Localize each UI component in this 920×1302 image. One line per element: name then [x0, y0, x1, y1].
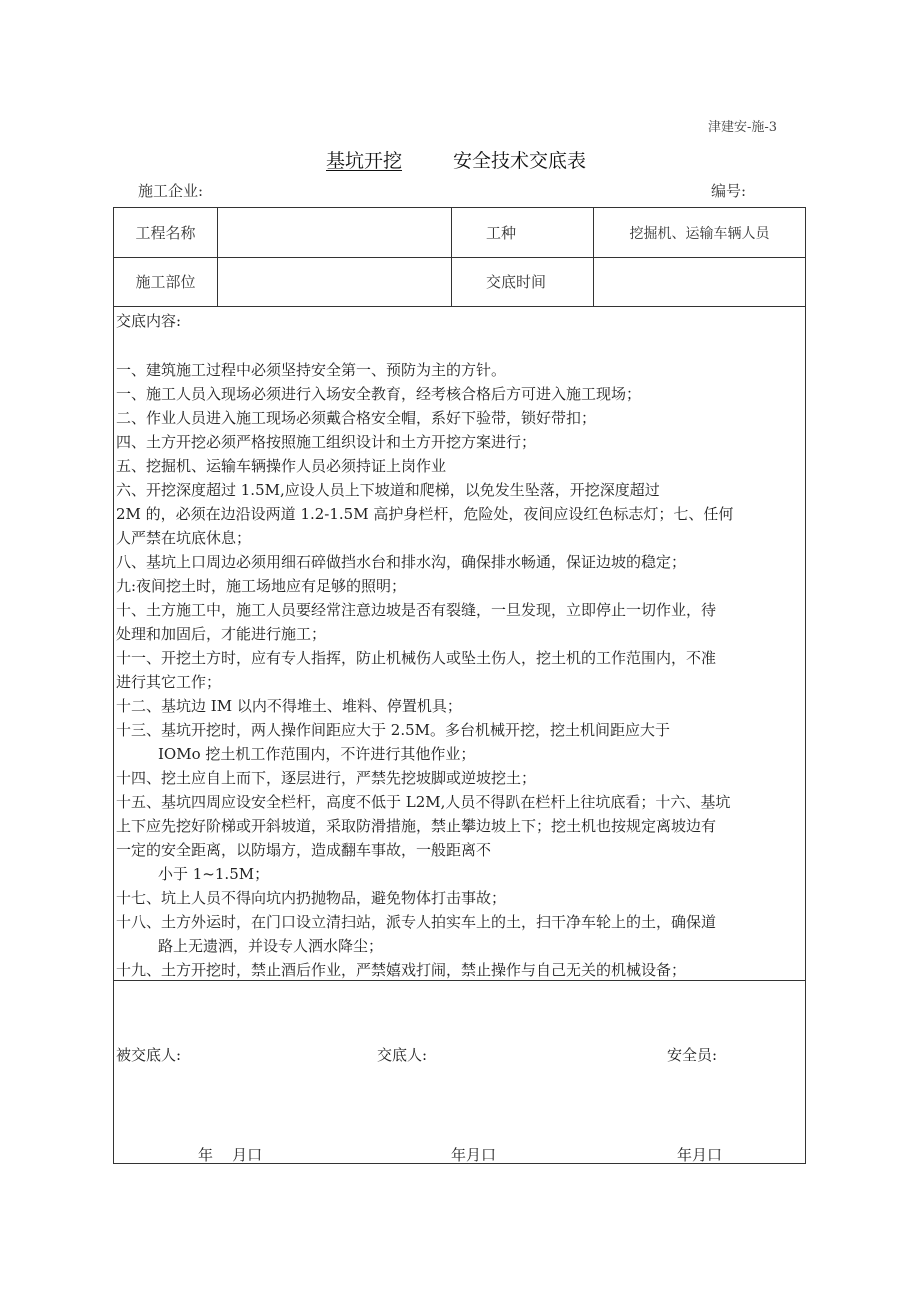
time-field[interactable]: [594, 257, 805, 306]
company-label: 施工企业:: [138, 182, 204, 200]
briefing-line: 十三、基坑开挖时，两人操作间距应大于 2.5M。多台机械开挖，挖土机间距应大于: [116, 721, 670, 739]
briefing-line: 十四、挖土应自上而下，逐层进行，严禁先挖坡脚或逆坡挖土；: [116, 769, 537, 787]
location-field[interactable]: [218, 257, 452, 306]
briefing-line: 四、土方开挖必须严格按照施工组织设计和土方开挖方案进行；: [116, 433, 537, 451]
number-label: 编号:: [711, 182, 747, 200]
safety-officer-date: 年月口: [677, 1146, 723, 1164]
briefing-line: 八、基坑上口周边必须用细石碎做挡水台和排水沟，确保排水畅通，保证边坡的稳定；: [116, 553, 687, 571]
location-label: 施工部位: [114, 257, 218, 306]
project-name-label: 工程名称: [114, 208, 218, 257]
briefing-line: IOMo 挖土机工作范围内，不许进行其他作业；: [158, 745, 476, 763]
recipient-signature-label: 被交底人:: [116, 1046, 182, 1064]
briefing-line: 一、建筑施工过程中必须坚持安全第一、预防为主的方针。: [116, 361, 507, 379]
briefing-line: 一定的安全距离，以防塌方，造成翻车事故，一般距离不: [116, 841, 492, 859]
briefing-line: 一、施工人员入现场必须进行入场安全教育，经考核合格后方可进入施工现场；: [116, 385, 642, 403]
briefing-line: 十一、开挖土方时，应有专人指挥，防止机械伤人或坠土伤人，挖土机的工作范围内，不准: [116, 649, 717, 667]
briefing-line: 人严禁在坑底休息；: [116, 529, 252, 547]
recipient-date: 年 月口: [198, 1146, 263, 1164]
briefing-line: 六、开挖深度超过 1.5M,应设人员上下坡道和爬梯，以免发生坠落，开挖深度超过: [116, 481, 660, 499]
briefing-line: 十八、土方外运时，在门口设立清扫站，派专人拍实车上的土，扫干净车轮上的土，确保道: [116, 913, 717, 931]
briefing-line: 进行其它工作；: [116, 673, 222, 691]
content-heading: 交底内容:: [116, 312, 182, 330]
briefing-content: [114, 306, 805, 981]
briefing-line: 十七、坑上人员不得向坑内扔抛物品，避免物体打击事故；: [116, 889, 507, 907]
briefing-line: 九:夜间挖土时，施工场地应有足够的照明；: [116, 577, 407, 595]
briefing-line: 十九、土方开挖时，禁止酒后作业，严禁嬉戏打闹，禁止操作与自己无关的机械设备；: [116, 961, 687, 979]
title-form-name: 安全技术交底表: [453, 150, 587, 172]
time-label: 交底时间: [452, 257, 594, 306]
document-code: 津建安-施-3: [708, 120, 778, 135]
presenter-date: 年月口: [451, 1146, 497, 1164]
presenter-signature-label: 交底人:: [377, 1046, 428, 1064]
safety-officer-signature-label: 安全员:: [667, 1046, 718, 1064]
title-subject: 基坑开挖: [326, 150, 403, 172]
briefing-line: 路上无遗洒，并设专人洒水降尘；: [158, 937, 384, 955]
briefing-line: 2M 的，必须在边沿设两道 1.2-1.5M 高护身栏杆，危险处，夜间应设红色标志灯；七、任何: [116, 505, 734, 523]
briefing-line: 处理和加固后，才能进行施工；: [116, 625, 327, 643]
briefing-line: 五、挖掘机、运输车辆操作人员必须持证上岗作业: [116, 457, 447, 475]
briefing-line: 十二、基坑边 IM 以内不得堆土、堆料、停置机具；: [116, 697, 462, 715]
briefing-line: 小于 1~1.5M；: [158, 865, 270, 883]
briefing-line: 上下应先挖好阶梯或开斜坡道，采取防滑措施，禁止攀边坡上下；挖土机也按规定离坡边有: [116, 817, 717, 835]
briefing-form-table: [113, 207, 806, 1164]
briefing-line: 十、土方施工中，施工人员要经常注意边坡是否有裂缝，一旦发现，立即停止一切作业，待: [116, 601, 717, 619]
trade-value: 挖掘机、运输车辆人员: [629, 225, 770, 242]
project-name-field[interactable]: [218, 208, 452, 257]
table-row-project: [114, 208, 805, 258]
briefing-line: 十五、基坑四周应设安全栏杆，高度不低于 L2M,人员不得趴在栏杆上往坑底看；十六、基坑: [116, 793, 731, 811]
trade-label: 工种: [452, 208, 594, 257]
table-row-location: [114, 257, 805, 307]
briefing-line: 二、作业人员进入施工现场必须戴合格安全帽，系好下验带，锁好带扣；: [116, 409, 597, 427]
signature-section: [114, 980, 805, 1163]
briefing-items: [116, 358, 801, 982]
